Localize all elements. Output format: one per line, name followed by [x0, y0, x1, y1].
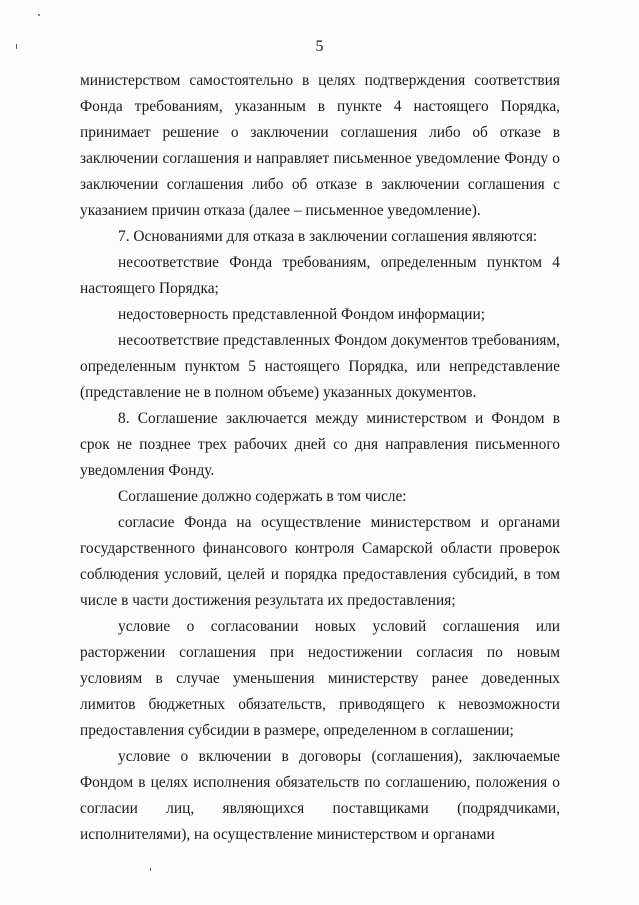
paragraph-item-8: 8. Соглашение заключается между министерством и Фондом в срок не позднее трех рабочих дней со дня направления письменного уведомления Фонду. — [80, 410, 560, 479]
paragraph-item-7-heading: 7. Основаниями для отказа в заключении соглашения являются: — [118, 228, 538, 245]
paragraph-refusal-ground-requirements: несоответствие Фонда требованиям, определенным пунктом 4 настоящего Порядка; — [80, 254, 560, 297]
paragraph-new-conditions: условие о согласовании новых условий соглашения или расторжении соглашения при недостижении согласия по новым условиям в случае уменьшения министерству ранее доведенных лимитов бюджетных обязательств, приводящего к невозможности предоставления субсидии в размере, определенном в соглашении; — [80, 618, 560, 739]
paragraph-refusal-ground-information: недостоверность представленной Фондом информации; — [118, 306, 486, 323]
paragraph-consent-to-inspection: согласие Фонда на осуществление министерством и органами государственного финансового контроля Самарской области проверок соблюдения условий, целей и порядка предоставления субсидий, в том числе в части достижения результата их предоставления; — [80, 514, 560, 609]
scan-speck — [38, 14, 40, 16]
paragraph-intro-continuation: министерством самостоятельно в целях подтверждения соответствия Фонда требованиям, указанным в пункте 4 настоящего Порядка, принимает решение о заключении соглашения либо об отказе в заключении соглашения и направляет письменное уведомление Фонду о заключении соглашения либо об отказе в заключении соглашения с указанием причин отказа (далее – письменное уведомление). — [80, 72, 560, 219]
paragraph-refusal-ground-documents: несоответствие представленных Фондом документов требованиям, определенным пунктом 5 настоящего Порядка, или непредставление (представление не в полном объеме) указанных документов. — [80, 332, 560, 401]
page-number: 5 — [315, 38, 324, 55]
scan-speck — [150, 868, 151, 871]
scan-speck — [16, 44, 17, 49]
paragraph-contract-inclusion: условие о включении в договоры (соглашения), заключаемые Фондом в целях исполнения обязательств по соглашению, положения о согласии лиц, являющихся поставщиками (подрядчиками, исполнителями), на осуществление министерством и органами — [80, 748, 560, 843]
paragraph-agreement-contents-heading: Соглашение должно содержать в том числе: — [118, 488, 407, 505]
document-body — [80, 68, 560, 848]
